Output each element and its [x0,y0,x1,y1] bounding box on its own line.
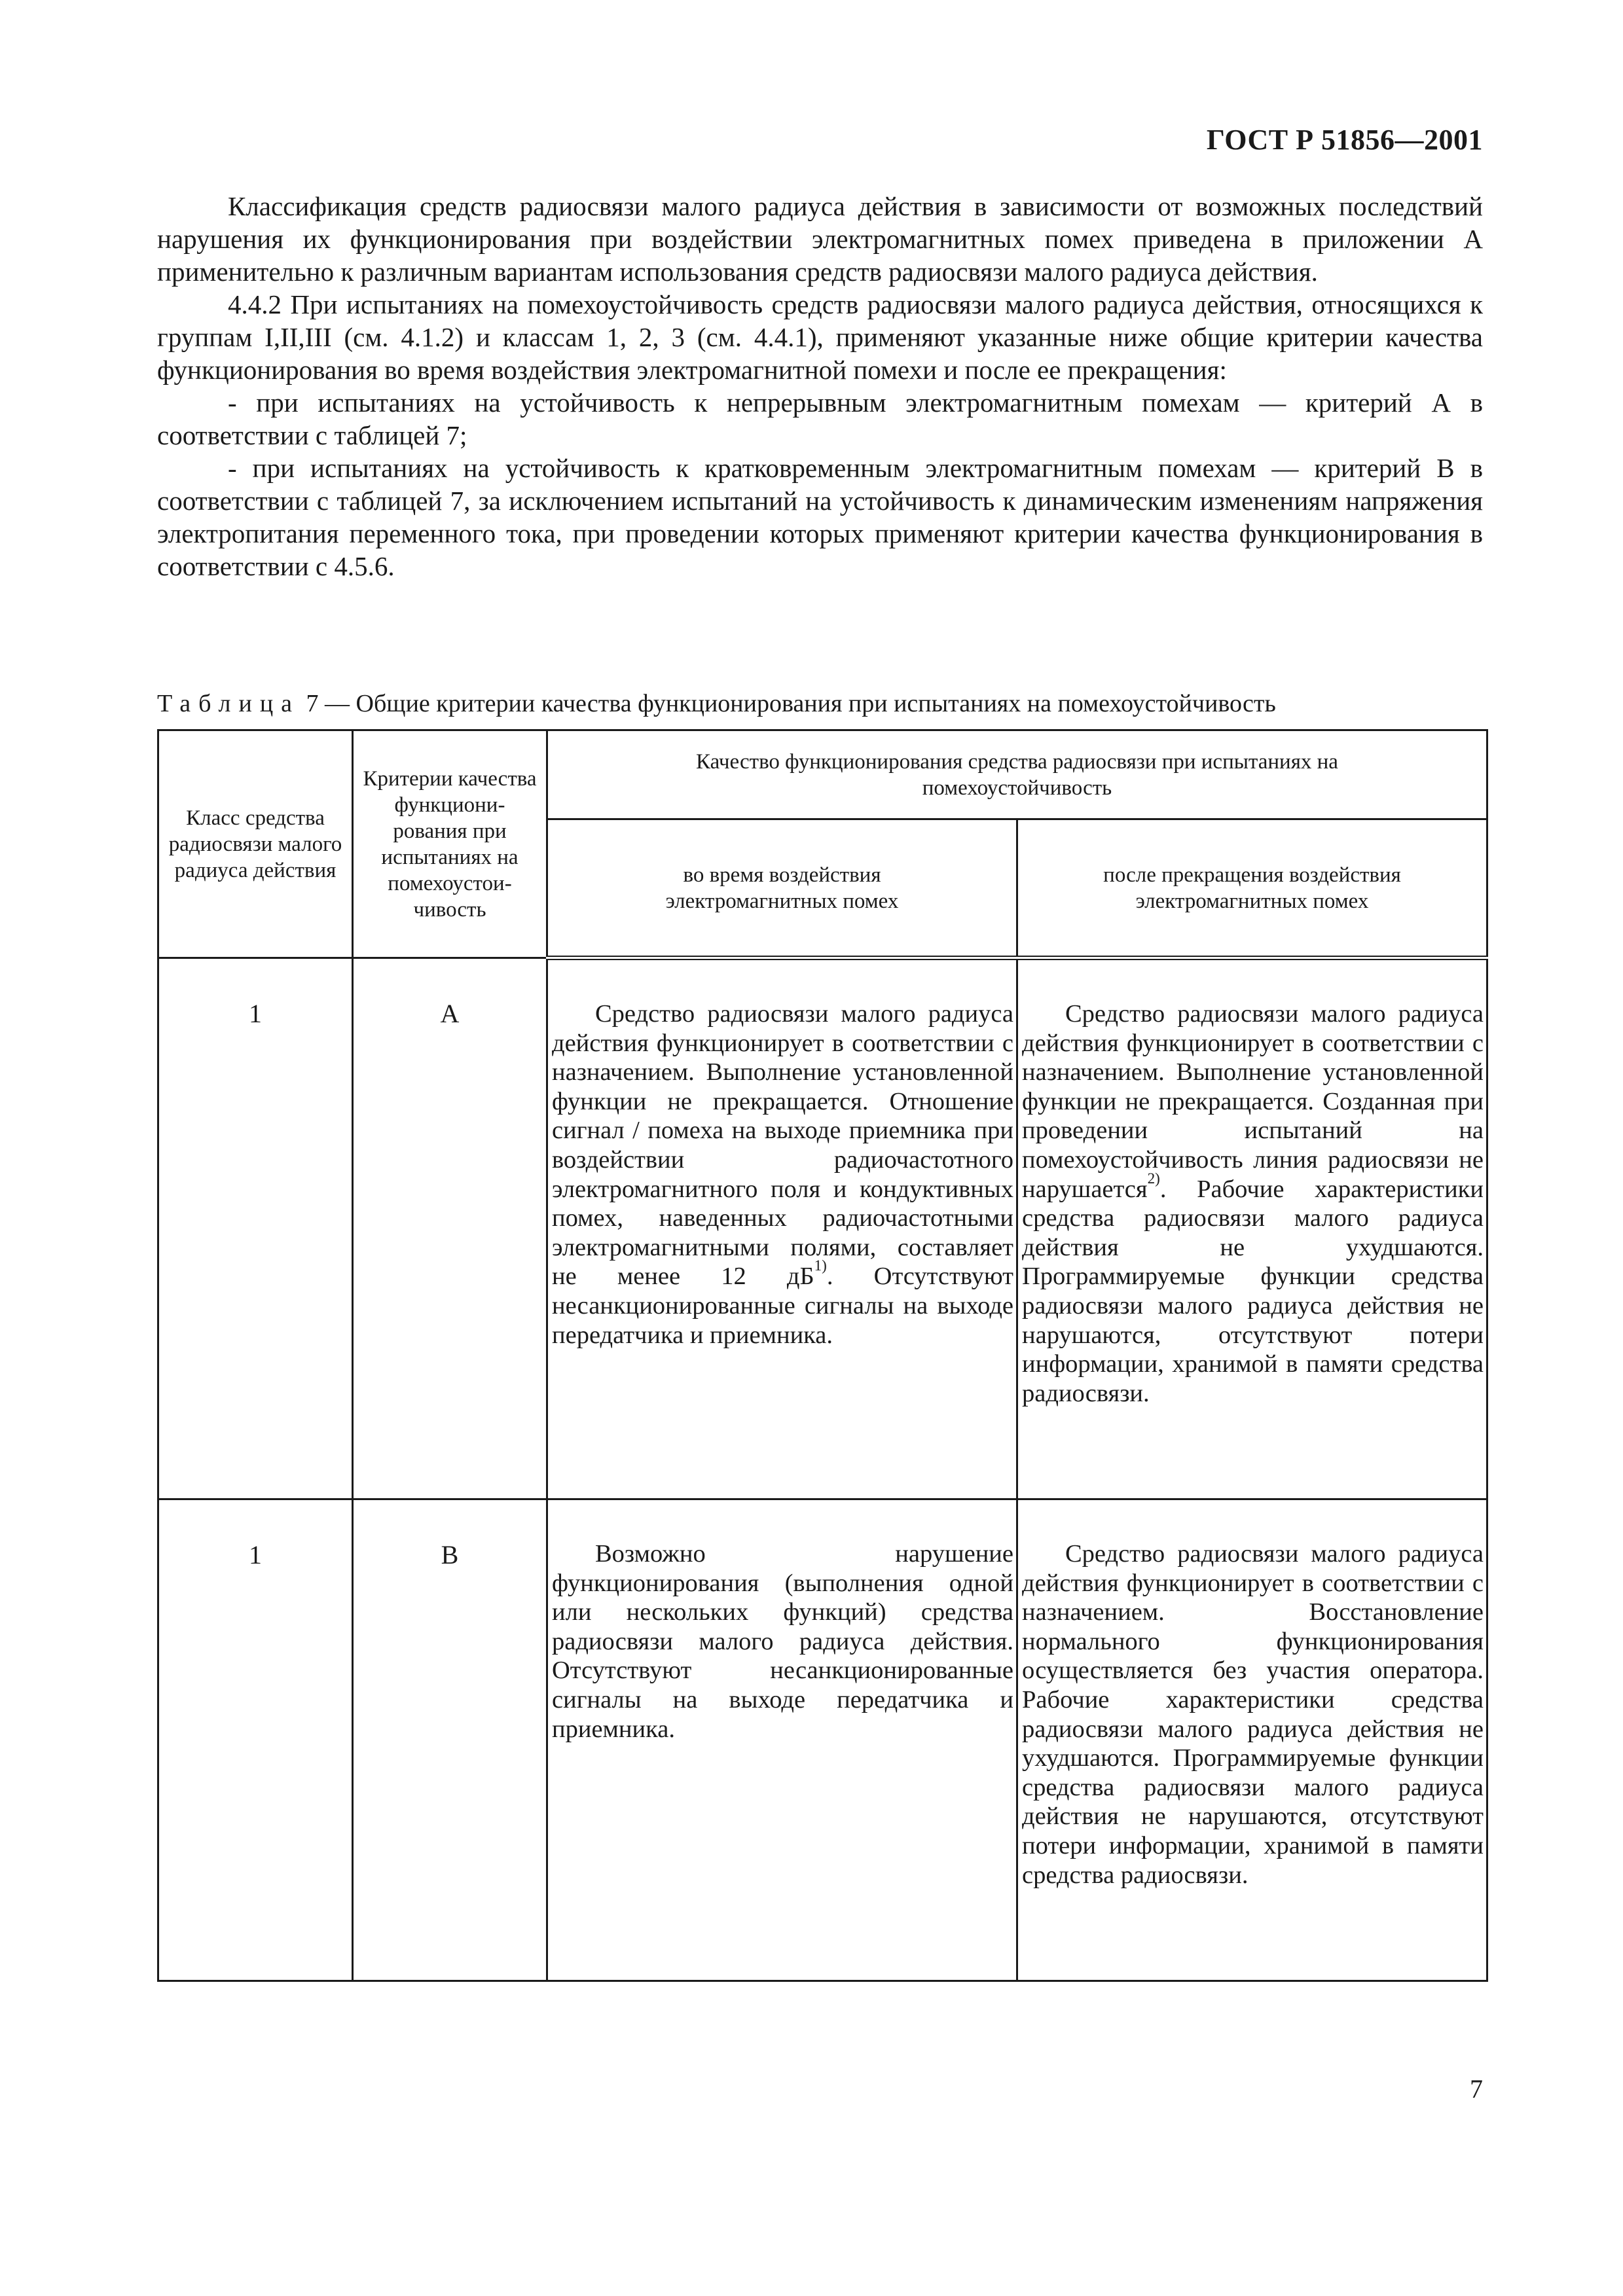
header-quality: Качество функционирования средства радиосвязи при испытаниях на помехоустойчивость [547,730,1487,819]
list-item-criterion-b: - при испытаниях на устойчивость к кратковременным электромагнитным помехам — критерий В в соответствии с таблицей 7, за исключением испытаний на устойчивость к динамическим изменениям напряжения электропитания переменного тока, при проведении которых применяют критерии качества функционирования в соответствии с 4.5.6. [157,453,1483,581]
cell-during: Средство радиосвязи малого радиуса действия функционирует в соответствии с назначением. Выполнение установленной функции не прекращается. Отношение сигнал / помеха на выходе приемника при воздействии радиочастотного электромагнитного поля и кондуктивных помех, наведенных радиочастотными электромагнитными полями, составляет не менее 12 $дБ^{1)}$. Отсутствуют несанкционированные сигналы на выходе передатчика и приемника. [547,958,1017,1499]
paragraph-4-4-2: 4.4.2 При испытаниях на помехоустойчивость средств радиосвязи малого радиуса действия, относящихся к группам I,II,III (см. 4.1.2) и классам 1, 2, 3 (см. 4.4.1), применяют указанные ниже общие критерии качества функционирования во время воздействия электромагнитной помехи и после ее прекращения: [157,289,1483,385]
cell-class: 1 [158,958,353,1499]
table-row [158,958,1487,1499]
body-text [157,190,1483,583]
table-caption-label: Таблица [157,690,301,717]
cell-class: 1 [158,1499,353,1981]
document-code: ГОСТ Р 51856—2001 [1206,124,1483,156]
header-during: во время воздействия электромагнитных помех [547,819,1017,958]
page-number: 7 [1470,2074,1483,2104]
footnote-2-ref: 2) [1147,1169,1160,1187]
header-class: Класс средства радиосвязи малого радиуса действия [158,730,353,958]
cell-after: Средство радиосвязи малого радиуса действия функционирует в соответствии с назначением. Выполнение установленной функции не прекращается. Созданная при проведении испытаний на помехоустойчивость линия радиосвязи не нарушается$^{2)}$. Рабочие характеристики средства радиосвязи малого радиуса действия не ухудшаются. Программируемые функции средства радиосвязи малого радиуса действия не нарушаются, отсутствуют потери информации, хранимой в памяти средства радиосвязи. [1017,958,1487,1499]
footnote-1-ref: 1) [814,1257,827,1274]
table-caption [157,689,1486,719]
header-after: после прекращения воздействия электромагнитных помех [1017,819,1487,958]
cell-criterion: А [353,958,547,1499]
header-criterion: Критерии качества функциони-рования при испытаниях на помехоустои-чивость [353,730,547,958]
criteria-table [157,729,1488,1982]
table-header-row [158,730,1487,819]
table-caption-text: 7 — Общие критерии качества функционирования при испытаниях на помехоустойчивость [306,690,1276,717]
cell-criterion: В [353,1499,547,1981]
cell-during: Возможно нарушение функционирования (выполнения одной или нескольких функций) средства радиосвязи малого радиуса действия. Отсутствуют несанкционированные сигналы на выходе передатчика и приемника. [547,1499,1017,1981]
cell-after: Средство радиосвязи малого радиуса действия функционирует в соответствии с назначением. Восстановление нормального функционирования осуществляется без участия оператора. Рабочие характеристики средства радиосвязи малого радиуса действия не ухудшаются. Программируемые функции средства радиосвязи малого радиуса действия не нарушаются, отсутствуют потери информации, хранимой в памяти средства радиосвязи. [1017,1499,1487,1981]
table-row [158,1499,1487,1981]
list-item-criterion-a: - при испытаниях на устойчивость к непрерывным электромагнитным помехам — критерий А в соответствии с таблицей 7; [157,387,1483,450]
paragraph-classification: Классификация средств радиосвязи малого радиуса действия в зависимости от возможных последствий нарушения их функционирования при воздействии электромагнитных помех приведена в приложении А применительно к различным вариантам использования средств радиосвязи малого радиуса действия. [157,191,1483,287]
